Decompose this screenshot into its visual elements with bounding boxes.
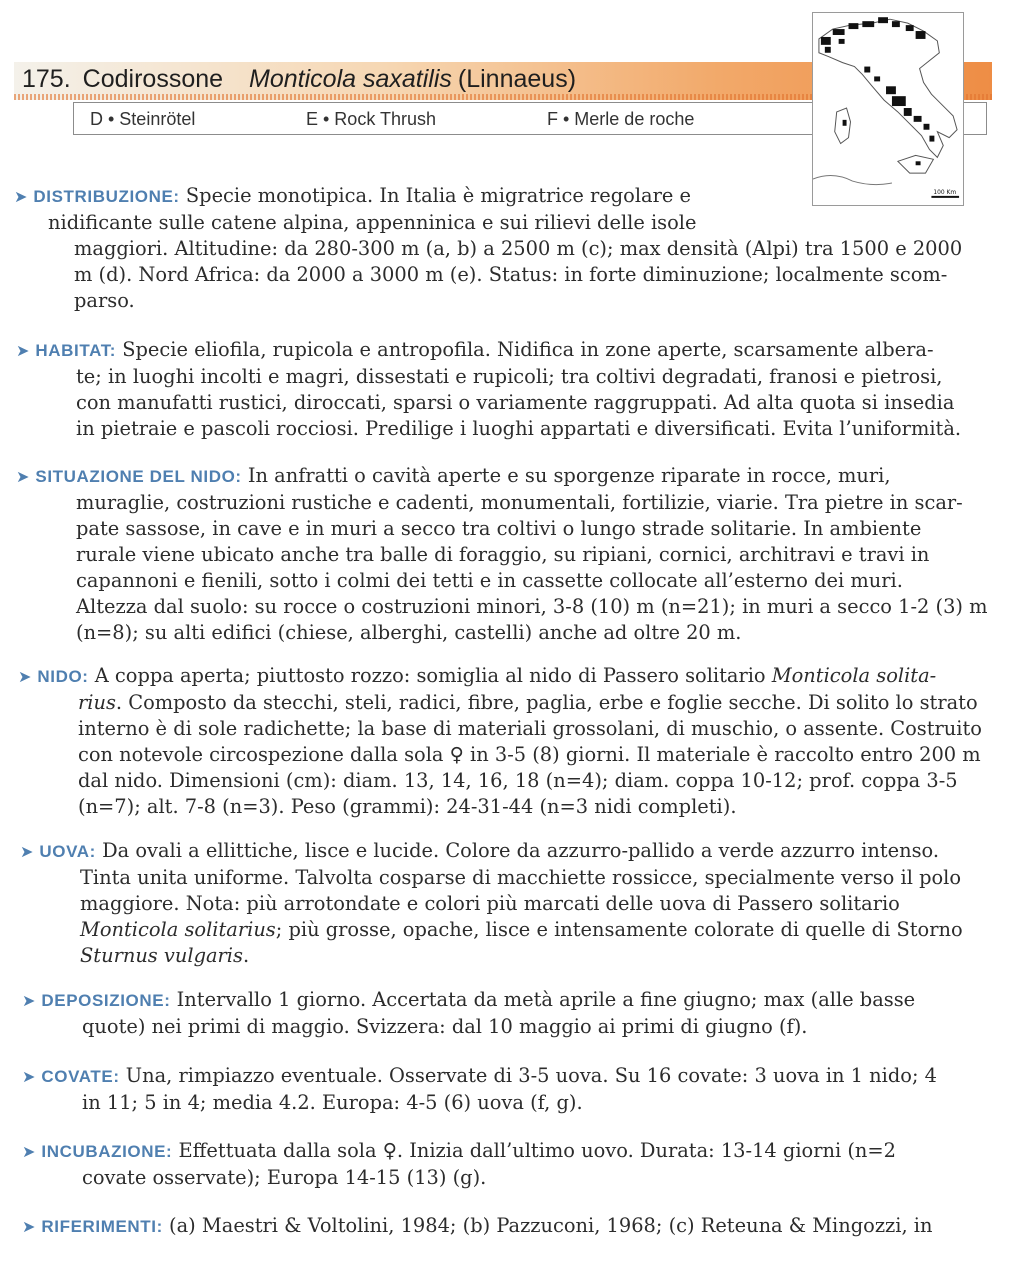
section-deposizione [22,987,915,1040]
arrow-icon: ➤ [20,842,34,861]
italic-species: rius [78,691,116,714]
text-line: covate osservate); Europa 14-15 (13) (g). [82,1166,487,1189]
species-title [22,62,576,100]
italic-species: Monticola solita- [771,664,937,687]
section-label: UOVA: [39,842,96,861]
text-line: Specie eliofila, rupicola e antropofila. Nidifica in zone aperte, scarsamente albera- [122,338,934,361]
common-name: Codirossone [82,65,224,93]
italic-species: Sturnus vulgaris [80,944,243,967]
text-line: Tinta unita uniforme. Talvolta cosparse di macchiette rossicce, specialmente verso il polo [80,866,962,889]
text-line: rurale viene ubicato anche tra balle di foraggio, su ripiani, cornici, architravi e travi in [76,543,930,566]
text-line: . Composto da stecchi, steli, radici, fibre, paglia, erbe e foglie secche. Di solito lo strato [115,691,978,714]
text-line: (n=7); alt. 7-8 (n=3). Peso (grammi): 24-31-44 (n=3 nidi completi). [78,795,737,818]
arrow-icon: ➤ [18,667,32,686]
italy-map-graphic [813,13,963,205]
text-line: interno è di sole radichette; la base di materiali grossolani, di muschio, o assente. Costruito [78,717,982,740]
section-riferimenti [22,1213,933,1240]
map-scale-label: 100 Km [933,189,957,196]
distribution-map [812,12,964,206]
section-situazione-nido [16,463,988,646]
arrow-icon: ➤ [14,187,28,206]
section-covate [22,1063,937,1116]
french-name: F • Merle de roche [547,109,695,129]
text-line: Effettuata dalla sola ♀. Inizia dall’ultimo uovo. Durata: 13-14 giorni (n=2 [178,1139,896,1162]
section-label: SITUAZIONE DEL NIDO: [35,467,242,486]
text-line: (a) Maestri & Voltolini, 1984; (b) Pazzuconi, 1968; (c) Reteuna & Mingozzi, in [169,1214,933,1237]
section-incubazione [22,1138,896,1191]
text-line: maggiore. Nota: più arrotondate e colori più marcati delle uova di Passero solitario [80,892,900,915]
section-label: DEPOSIZIONE: [41,991,171,1010]
text-line: In anfratti o cavità aperte e su sporgenze riparate in rocce, muri, [247,464,891,487]
text-line: pate sassose, in cave e in muri a secco tra coltivi o lungo strade solitarie. In ambiente [76,517,922,540]
section-label: INCUBAZIONE: [41,1142,173,1161]
section-label: RIFERIMENTI: [41,1217,163,1236]
text-line: Altezza dal suolo: su rocce o costruzioni minori, 3-8 (10) m (n=21); in muri a secco 1-2 (3) m [76,595,988,618]
text-line: dal nido. Dimensioni (cm): diam. 13, 14, 16, 18 (n=4); diam. coppa 10-12; prof. coppa 3-5 [78,769,958,792]
arrow-icon: ➤ [22,991,36,1010]
text-line: Una, rimpiazzo eventuale. Osservate di 3-5 uova. Su 16 covate: 3 uova in 1 nido; 4 [125,1064,937,1087]
english-name: E • Rock Thrush [306,109,437,129]
italic-species: Monticola solitarius [80,918,276,941]
text-line: quote) nei primi di maggio. Svizzera: dal 10 maggio ai primi di giugno (f). [82,1015,808,1038]
section-nido [18,663,982,820]
section-uova [20,838,963,969]
arrow-icon: ➤ [22,1217,36,1236]
arrow-icon: ➤ [22,1142,36,1161]
arrow-icon: ➤ [16,341,30,360]
arrow-icon: ➤ [22,1067,36,1086]
text-line: con manufatti rustici, diroccati, sparsi o variamente raggruppati. Ad alta quota si insedia [76,391,955,414]
text-line: Intervallo 1 giorno. Accertata da metà aprile a fine giugno; max (alle basse [176,988,916,1011]
text-line: in pietraie e pascoli rocciosi. Predilige i luoghi appartati e diversificati. Evita l’uniformità. [76,417,962,440]
text-line: ; più grosse, opache, lisce e intensamente colorate di quelle di Storno [275,918,963,941]
text-line: in 11; 5 in 4; media 4.2. Europa: 4-5 (6) uova (f, g). [82,1091,583,1114]
scientific-name: Monticola saxatilis [249,65,452,93]
text-line: Da ovali a ellittiche, lisce e lucide. Colore da azzurro-pallido a verde azzurro intenso. [102,839,940,862]
text-line: nidificante sulle catene alpina, appenninica e sui rilievi delle isole [48,211,697,234]
text-line: . [242,944,250,967]
text-line: muraglie, costruzioni rustiche e cadenti, monumentali, fortilizie, viarie. Tra pietre in scar- [76,491,963,514]
text-line: m (d). Nord Africa: da 2000 a 3000 m (e). Status: in forte diminuzione; localmente scom- [74,263,948,286]
german-name: D • Steinrötel [90,109,196,129]
section-label: HABITAT: [35,341,117,360]
section-distribuzione [14,183,962,314]
text-line: A coppa aperta; piuttosto rozzo: somiglia al nido di Passero solitario [94,664,766,687]
text-line: con notevole circospezione dalla sola ♀ in 3-5 (8) giorni. Il materiale è raccolto entro 200 m [78,743,981,766]
section-label: NIDO: [37,667,89,686]
text-line: Specie monotipica. In Italia è migratrice regolare e [185,184,691,207]
species-number: 175. [22,65,71,93]
text-line: parso. [74,289,135,312]
text-line: capannoni e fienili, sotto i colmi dei tetti e in cassette collocate all’esterno dei muri. [76,569,903,592]
species-author: (Linnaeus) [457,65,577,93]
section-habitat [16,337,961,442]
section-label: DISTRIBUZIONE: [33,187,180,206]
text-line: (n=8); su alti edifici (chiese, alberghi, castelli) anche ad oltre 20 m. [76,621,742,644]
section-label: COVATE: [41,1067,120,1086]
arrow-icon: ➤ [16,467,30,486]
text-line: maggiori. Altitudine: da 280-300 m (a, b) a 2500 m (c); max densità (Alpi) tra 1500 e 2000 [74,237,963,260]
text-line: te; in luoghi incolti e magri, dissestati e rupicoli; tra coltivi degradati, franosi e pietrosi, [76,365,943,388]
